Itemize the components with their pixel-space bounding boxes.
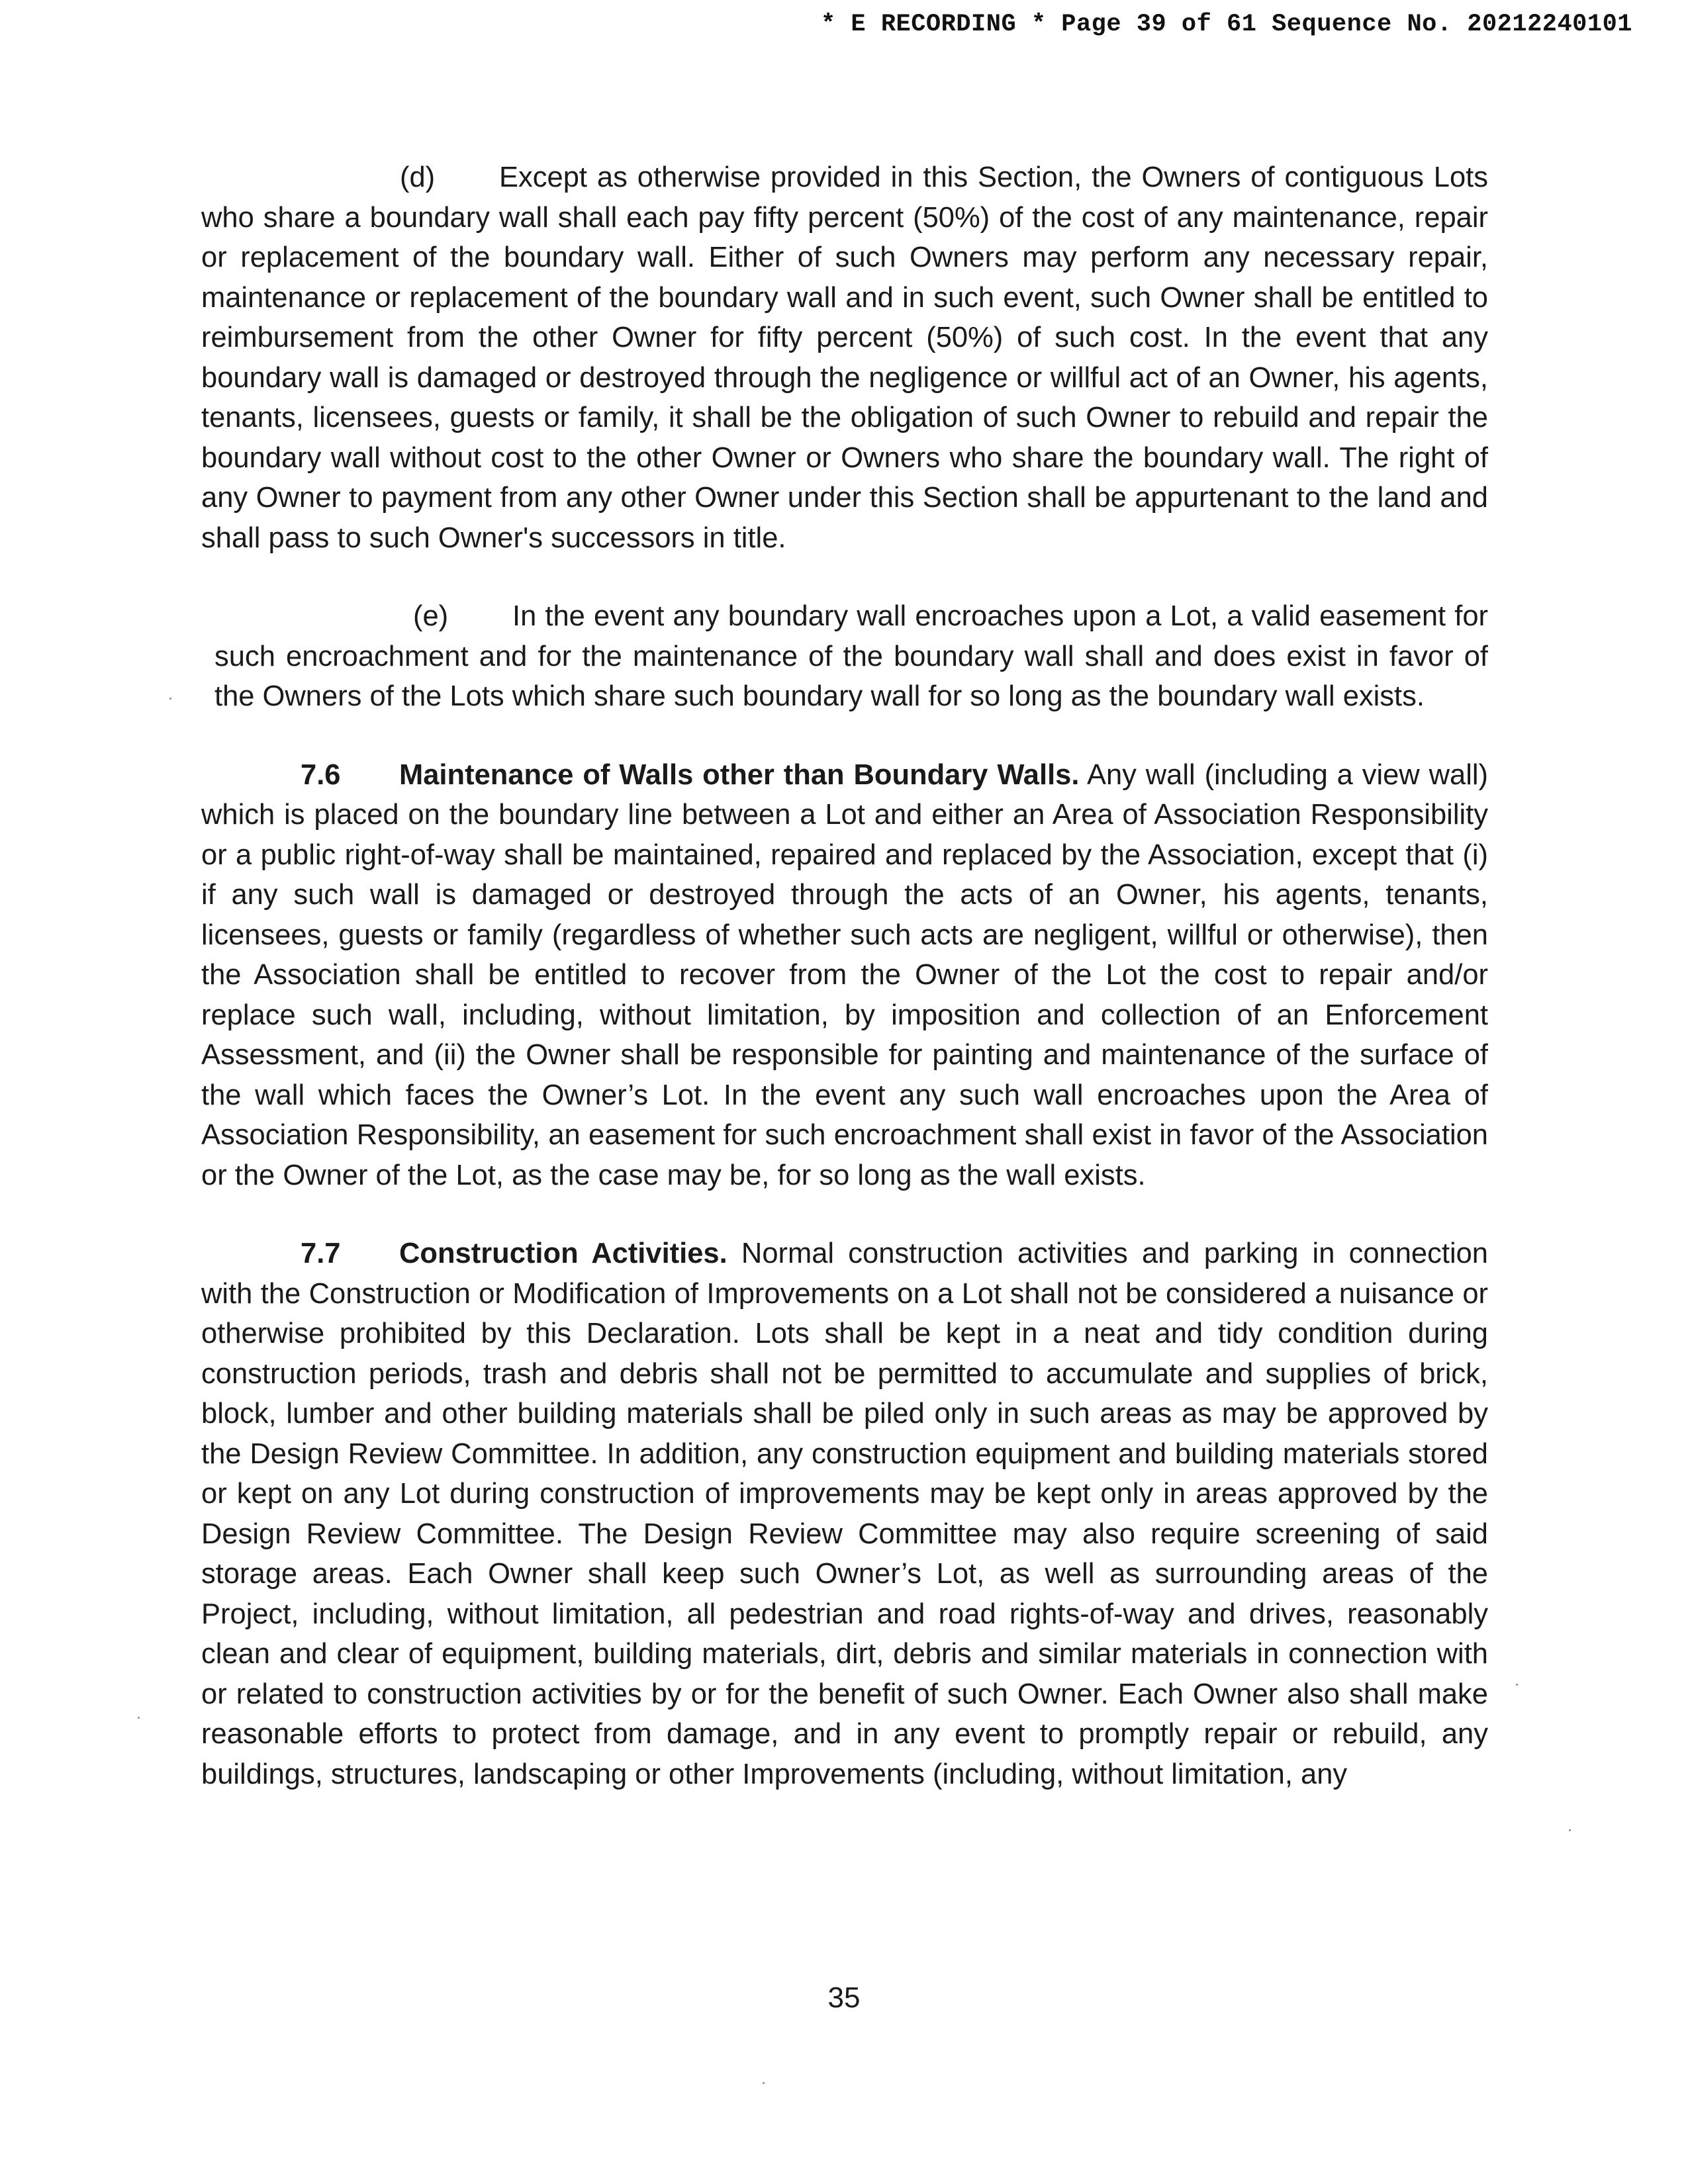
section-7-7-number: 7.7	[301, 1238, 341, 1269]
scan-speck	[1516, 1684, 1518, 1686]
section-7-6	[201, 755, 1488, 1196]
recording-header: * E RECORDING * Page 39 of 61 Sequence No. 20212240101	[821, 11, 1632, 38]
document-body	[201, 158, 1488, 1833]
scan-speck	[169, 698, 171, 700]
paragraph-d	[201, 158, 1488, 558]
paragraph-d-text: Except as otherwise provided in this Section, the Owners of contiguous Lots who share a boundary wall shall each pay fifty percent (50%) of the cost of any maintenance, repair or replacement of the boundary wall. Either of such Owners may perform any necessary repair, maintenance or replacement of the boundary wall and in such event, such Owner shall be entitled to reimbursement from the other Owner for fifty percent (50%) of such cost. In the event that any boundary wall is damaged or destroyed through the negligence or willful act of an Owner, his agents, tenants, licensees, guests or family, it shall be the obligation of such Owner to rebuild and repair the boundary wall without cost to the other Owner or Owners who share the boundary wall. The right of any Owner to payment from any other Owner under this Section shall be appurtenant to the land and shall pass to such Owner's successors in title.	[201, 161, 1488, 554]
paragraph-e-text: In the event any boundary wall encroaches upon a Lot, a valid easement for such encroachment and for the maintenance of the boundary wall shall and does exist in favor of the Owners of the Lots which share such boundary wall for so long as the boundary wall exists.	[214, 600, 1488, 712]
section-7-7-title: Construction Activities.	[399, 1238, 727, 1269]
section-7-6-number: 7.6	[301, 758, 341, 791]
scan-speck	[763, 2082, 765, 2084]
paragraph-d-label: (d)	[400, 161, 436, 193]
section-7-7	[201, 1234, 1488, 1794]
scan-speck	[138, 1717, 140, 1719]
section-7-6-title: Maintenance of Walls other than Boundary Walls.	[399, 758, 1080, 791]
scan-speck	[1569, 1829, 1571, 1831]
paragraph-e	[214, 596, 1488, 717]
page-number: 35	[827, 1981, 861, 2014]
paragraph-e-label: (e)	[413, 600, 449, 632]
section-7-7-text: Normal construction activities and parking in connection with the Construction or Modification of Improvements on a Lot shall not be considered a nuisance or otherwise prohibited by this Declaration. Lots shall be kept in a neat and tidy condition during construction periods, trash and debris shall not be permitted to accumulate and supplies of brick, block, lumber and other building materials shall be piled only in such areas as may be approved by the Design Review Committee. In addition, any construction equipment and building materials stored or kept on any Lot during construction of improvements may be kept only in areas approved by the Design Review Committee. The Design Review Committee may also require screening of said storage areas. Each Owner shall keep such Owner’s Lot, as well as surrounding areas of the Project, including, without limitation, all pedestrian and road rights-of-way and drives, reasonably clean and clear of equipment, building materials, dirt, debris and similar materials in connection with or related to construction activities by or for the benefit of such Owner. Each Owner also shall make reasonable efforts to protect from damage, and in any event to promptly repair or rebuild, any buildings, structures, landscaping or other Improvements (including, without limitation, any	[201, 1238, 1489, 1790]
section-7-6-text: Any wall (including a view wall) which is placed on the boundary line between a Lot and either an Area of Association Responsibility or a public right-of-way shall be maintained, repaired and replaced by the Association, except that (i) if any such wall is damaged or destroyed through the acts of an Owner, his agents, tenants, licensees, guests or family (regardless of whether such acts are negligent, willful or otherwise), then the Association shall be entitled to recover from the Owner of the Lot the cost to repair and/or replace such wall, including, without limitation, by imposition and collection of an Enforcement Assessment, and (ii) the Owner shall be responsible for painting and maintenance of the surface of the wall which faces the Owner’s Lot. In the event any such wall encroaches upon the Area of Association Responsibility, an easement for such encroachment shall exist in favor of the Association or the Owner of the Lot, as the case may be, for so long as the wall exists.	[201, 758, 1489, 1191]
